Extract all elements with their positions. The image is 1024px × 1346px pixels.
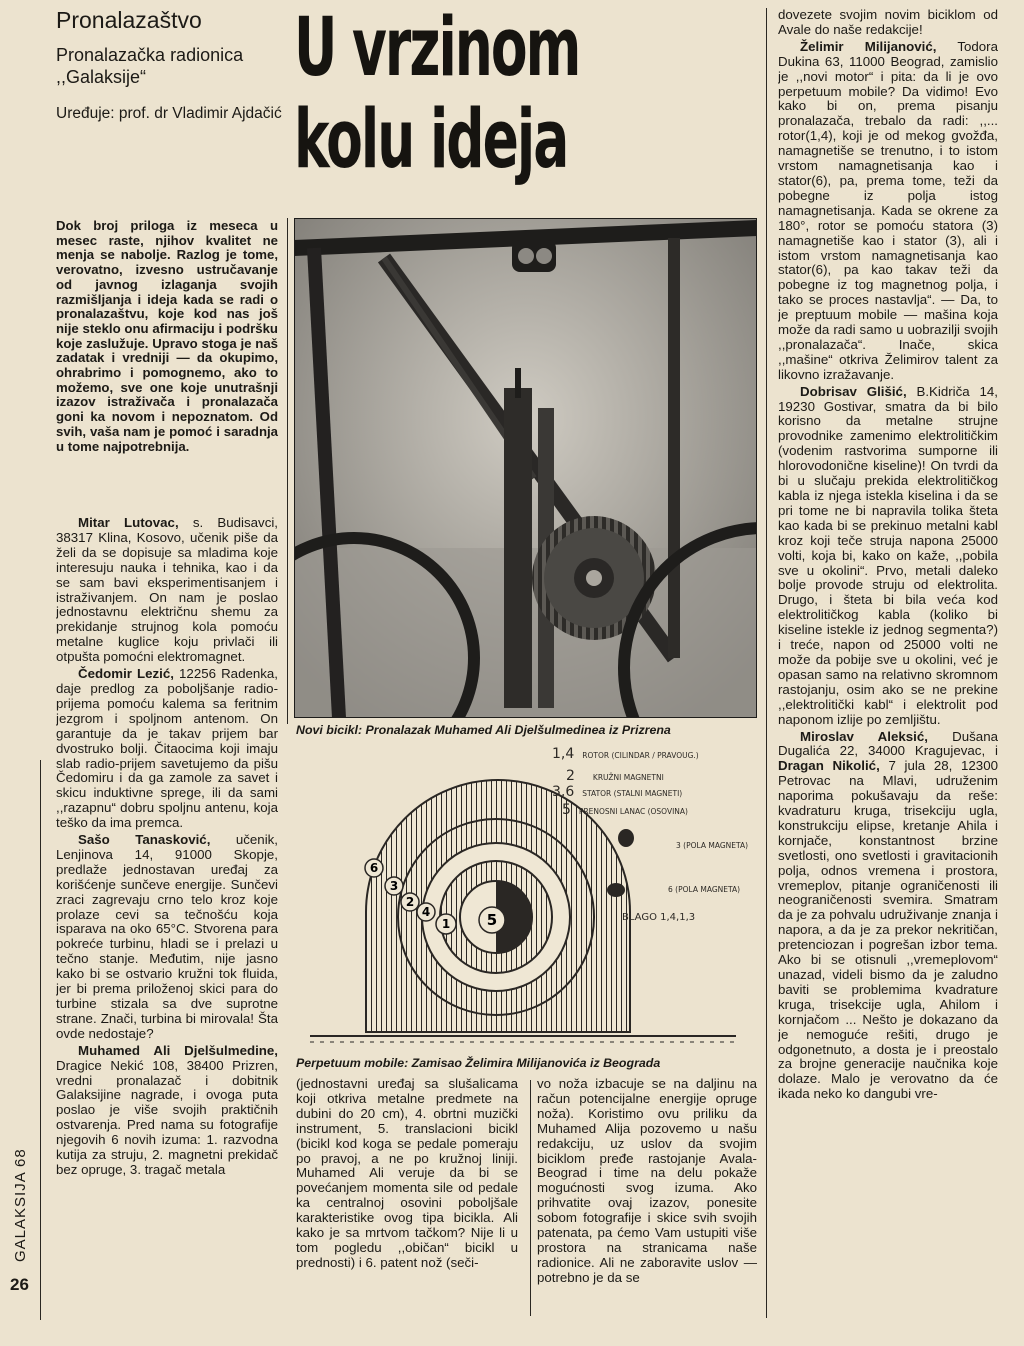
perpetuum-mobile-diagram — [296, 742, 766, 1062]
section-editor: Uređuje: prof. dr Vladimir Ajdačić — [56, 105, 282, 122]
legend-number: 1,4 — [552, 746, 575, 762]
entry-text: Dušana Dugalića 22, 34000 Kragujevac, i — [778, 728, 998, 759]
entry-paragraph — [56, 516, 278, 665]
section-title: Pronalazaštvo — [56, 7, 202, 33]
entry-text: Dragice Nekić 108, 38400 Prizren, vredni pronalazač i dobitnik Galaksijine nagrade, i ovoga puta poslao je više svojih praktičnih ostvarenja. Pred nama su fotografije njegovih 6 novih izuma: 1. razvodna kutija za struju, 2. magnetni prekidač bez opruge, 3. tragač metala — [56, 1057, 278, 1177]
diagram-number: 4 — [421, 905, 431, 919]
magnet-sketch — [618, 829, 634, 847]
svg-text:3,6STATOR (STALNI MAGNETI) — [552, 784, 682, 800]
legend-label: KRUŽNI MAGNETNI — [592, 773, 664, 782]
headline — [294, 1, 580, 187]
column-3-text: vo noža izbacuje se na daljinu na račun potencijalne energije opruge noža). Koristimo ovu priliku da Muhamed Alija pozovemo u našu redakciju, uz uslov da svojim biciklom pređe rastojanje Avala-Beograd i time na delu pokaže mogućnosti svog izuma. Ako prihvatite ovaj izazov, ponesite sobom fotografije i skice svih svojih patenata, pa ćemo Vam ustupiti više prostora na stranicama naše radionice. Ali ne zaboravite uslov — potrebno je da se — [537, 1077, 757, 1285]
diagram-note: 3 (POLA MAGNETA) — [676, 841, 749, 850]
diagram-number: 5 — [486, 911, 498, 929]
magnet-sketch — [607, 883, 625, 897]
column-2-text: (jednostavni uređaj sa slušalicama koji otkriva metalne predmete na dubini do 20 cm), 4. obrtni muzički instrument, 5. translacioni bicikl (bicikl kod koga se pedale pomeraju po pravoj, a ne po kružnoj liniji. Muhamed Ali veruje da bi se povećanjem momenta sile od pedale ka centralnoj osovini poboljšale karakteristike ovog tipa bicikla. Ali kako je sa mrtvom tačkom? Nije li u tom pogledu ,,običan“ bicikl u prednosti) i 6. patent nož (seči- — [296, 1077, 518, 1270]
legend-label: STATOR (STALNI MAGNETI) — [582, 789, 683, 798]
photo-caption: Novi bicikl: Pronalazak Muhamed Ali Djelšulmedinea iz Prizrena — [296, 723, 671, 737]
entry-name: Mitar Lutovac, — [78, 516, 179, 530]
intro-paragraph: Dok broj priloga iz meseca u mesec raste, njihov kvalitet ne menja se nabolje. Razlog je tome, verovatno, izvesno ustručavanje od javnog izlaganja svojih razmišljanja i ideja kada se radi o pronalazaštvu, koje kod nas još nije steklo onu afirmaciju i podršku koje zaslužuje. Upravo stoga je naš zadatak i vredniji — da okupimo, ohrabrimo i pomognemo, ako to možemo, sve one koje unutrašnji izazov istraživača i pronalazača goni ka novom i nepoznatom. Od svih, vaša nam je pomoć i saradnja u tome najpotrebnija. — [56, 218, 278, 454]
legend-label: PRENOSNI LANAC (OSOVINA) — [578, 807, 688, 816]
diagram-number: 6 — [369, 861, 379, 875]
entry-paragraph — [56, 667, 278, 831]
entry-name: Čedomir Lezić, — [78, 666, 174, 682]
margin-rule — [40, 760, 41, 1320]
diagram-number: 1 — [441, 917, 451, 931]
journal-name: GALAKSIJA 68 — [12, 1148, 29, 1262]
entry-paragraph — [56, 833, 278, 1042]
column-1 — [56, 516, 278, 1316]
column-rule-3 — [766, 8, 767, 1318]
svg-text:2KRUŽNI MAGNETNI — [566, 768, 664, 784]
legend-number: 2 — [566, 768, 575, 784]
page-number: 26 — [10, 1275, 29, 1294]
legend-number: 5 — [562, 802, 571, 818]
headline-line-2: kolu ideja — [294, 93, 568, 187]
entry-paragraph — [778, 40, 998, 383]
section-header — [56, 6, 286, 123]
svg-text:1,4ROTOR (CILINDAR / PRAVOUG.) — [552, 746, 699, 762]
section-subtitle: Pronalazačka radionica ,,Galaksije“ — [56, 45, 244, 87]
entry-text: Todora Dukina 63, 11000 Beograd, zamislio je ,,novi motor“ i pita: da li je ovo perpetuum mobile? Da vidimo! Evo kako bi on, prema pisanju pronalazača, trebalo da radi: ,,... rotor(1,4), koji je od mekog gvožđa, namagnetiše se trenutno, i to istom vrstom namagnetisanja kao i stator(6), pa, prema tome, teži da pobegne iz polja istog namagnetisanja. Kada se okrene za 180°, rotor se pomoću statora (3) namagnetiše kao i stator (3), ali i istom vrstom namagnetisanja kao stator(6), pa kao takav teži da pobegne iz tog magnetnog polja, i tako se proces nastavlja“. — Da, to je preptuum mobile — mašina koja može da radi samo u uobrazilji svojih ,,pronalazača“. Inače, skica ,,mašine“ otkriva Želimirov talent za likovno izražavanje. — [778, 38, 998, 382]
column-4 — [778, 8, 998, 1320]
diagram-note: 6 (POLA MAGNETA) — [668, 885, 741, 894]
entry-paragraph — [778, 385, 998, 728]
entry-paragraph — [778, 8, 998, 38]
diagram-caption: Perpetuum mobile: Zamisao Želimira Milijanovića iz Beograda — [296, 1056, 661, 1070]
entry-name: Miroslav Aleksić, — [800, 728, 928, 744]
svg-text:5PRENOSNI LANAC (OSOVINA) — [562, 802, 688, 818]
entry-paragraph — [56, 1044, 278, 1178]
entry-text: 12256 Radenka, daje predlog za poboljšanje radio-prijema pomoću kalema sa feritnim jezgrom i spoljnom antenom. On garantuje da je takav prijem bar dvostruko bolji. Čitaocima koji imaju slab radio-prijem savetujemo da pišu Čedomiru i da ga zamole za savet i skicu induktivne sprege, ili da sami ,,razapnu“ dobru spoljnu antenu, koja teško da ima premca. — [56, 666, 278, 831]
diagram-drawing — [310, 780, 736, 1042]
entry-text: dovezete svojim novim biciklom od Avale do naše redakcije! — [778, 8, 998, 37]
legend-number: 3,6 — [552, 784, 575, 800]
entry-name: Želimir Milijanović, — [800, 38, 937, 54]
entry-text: učenik, Lenjinova 14, 91000 Skopje, predlaže jednostavan uređaj za korišćenje sunčeve energije. Sunčevi zraci zagrevaju crno telo kroz koje prolaze cevi sa tečnošću koja isparava na oko 65°C. Stvorena para pokreće turbinu, hladi se i prelazi u tečno stanje. Međutim, nije jasno kako bi se ostvario kružni tok fluida, jer bi prema priloženoj skici para do turbine stizala sa dve suprotne strane. Znači, turbina bi mirovala! Šta ovde nedostaje? — [56, 832, 278, 1041]
entry-name: Dragan Nikolić, — [778, 758, 880, 774]
bicycle-photo — [294, 218, 757, 718]
headline-line-1: U vrzinom — [294, 1, 580, 95]
legend-label: ROTOR (CILINDAR / PRAVOUG.) — [582, 751, 699, 760]
entry-name: Muhamed Ali Djelšulmedine, — [78, 1042, 278, 1058]
entry-name: Dobrisav Glišić, — [800, 383, 907, 399]
entry-text: s. Budisavci, 38317 Klina, Kosovo, učenik piše da želi da se dopisuje sa mladima koje interesuju nauka i tehnika, kao i da se sam bavi eksperimentisanjem i istraživanjem. On nam je poslao jednostavnu električnu shemu za prekidanje strujnog kola pomoću metalne kuglice koju privlači ili otpušta pomoćni elektromagnet. — [56, 516, 278, 665]
diagram-number: 2 — [405, 895, 415, 909]
column-rule-2 — [530, 1080, 531, 1316]
entry-text: B.Kidriča 14, 19230 Gostivar, smatra da bi bilo korisno da metalne strujne provodnike zamenimo elektrolitičkim (vodenim rastvorima sumporne ili hlorovodonične kiseline)! On tvrdi da bi u slučaju prekida elektrolitičkog kabla iz njega istekla kiselina i da se pri tome ne bi napravila tolika šteta kao kada bi se prekinuo metalni kabl kroz koji teče struja napona 25000 volti, koja bi, kako on kaže, ,,pobila sve u okolini“. Prvo, metali daleko bolje provode struju od elektrolita. Drugo, i šteta bi bila veća kod elektrolitičkog kabla (koliko bi kiseline istekle iz jednog segmenta?) i treće, napon od 25000 volti ne može da pobije sve u okolini, već je opasan samo na relativno skromnom rastojanju, osim ako se ne prekine ,,elektrolitički kabl“ i elektrolit pod naponom izlije po zemljištu. — [778, 383, 998, 727]
entry-name: Sašo Tanasković, — [78, 832, 211, 848]
diagram-note: BLAGO 1,4,1,3 — [622, 912, 696, 923]
column-2 — [296, 1077, 518, 1322]
column-rule-1 — [287, 218, 288, 724]
entry-paragraph — [778, 730, 998, 1103]
diagram-number: 3 — [389, 879, 399, 893]
entry-text: 7 jula 28, 12300 Petrovac na Mlavi, udruženim naporima pokušavaju da reše: kvadraturu kruga, trisekciju ugla, konstrukciju elipse, kretanje Ahila i kornjače, konstantnost brzine svetlosti, ono svetlosti i gravitacionih polja, odnos vremena i prostora, vremeplov, pitanje ograničenosti ili neograničenosti svemira. Smatram da je za pohvalu udruživanje znanja i napora, a da je za prekor nekritičan, pretenciozan i pogrešan izbor tema. Ako bi se otisnuli ,,vremeplovom“ unazad, videli bismo da je zaludno baviti se problemima kvadrature kruga, trisekcije ugla, Ahilom i kornjačom ... Nešto je dokazano da je nemoguće rešiti, drugo je odgonetnuto, a dosta je i preostalo za brojne generacije naučnika koje dolaze. Malo je verovatno da će ikada neko ko dangubi vre- — [778, 758, 998, 1102]
column-3 — [537, 1077, 757, 1322]
